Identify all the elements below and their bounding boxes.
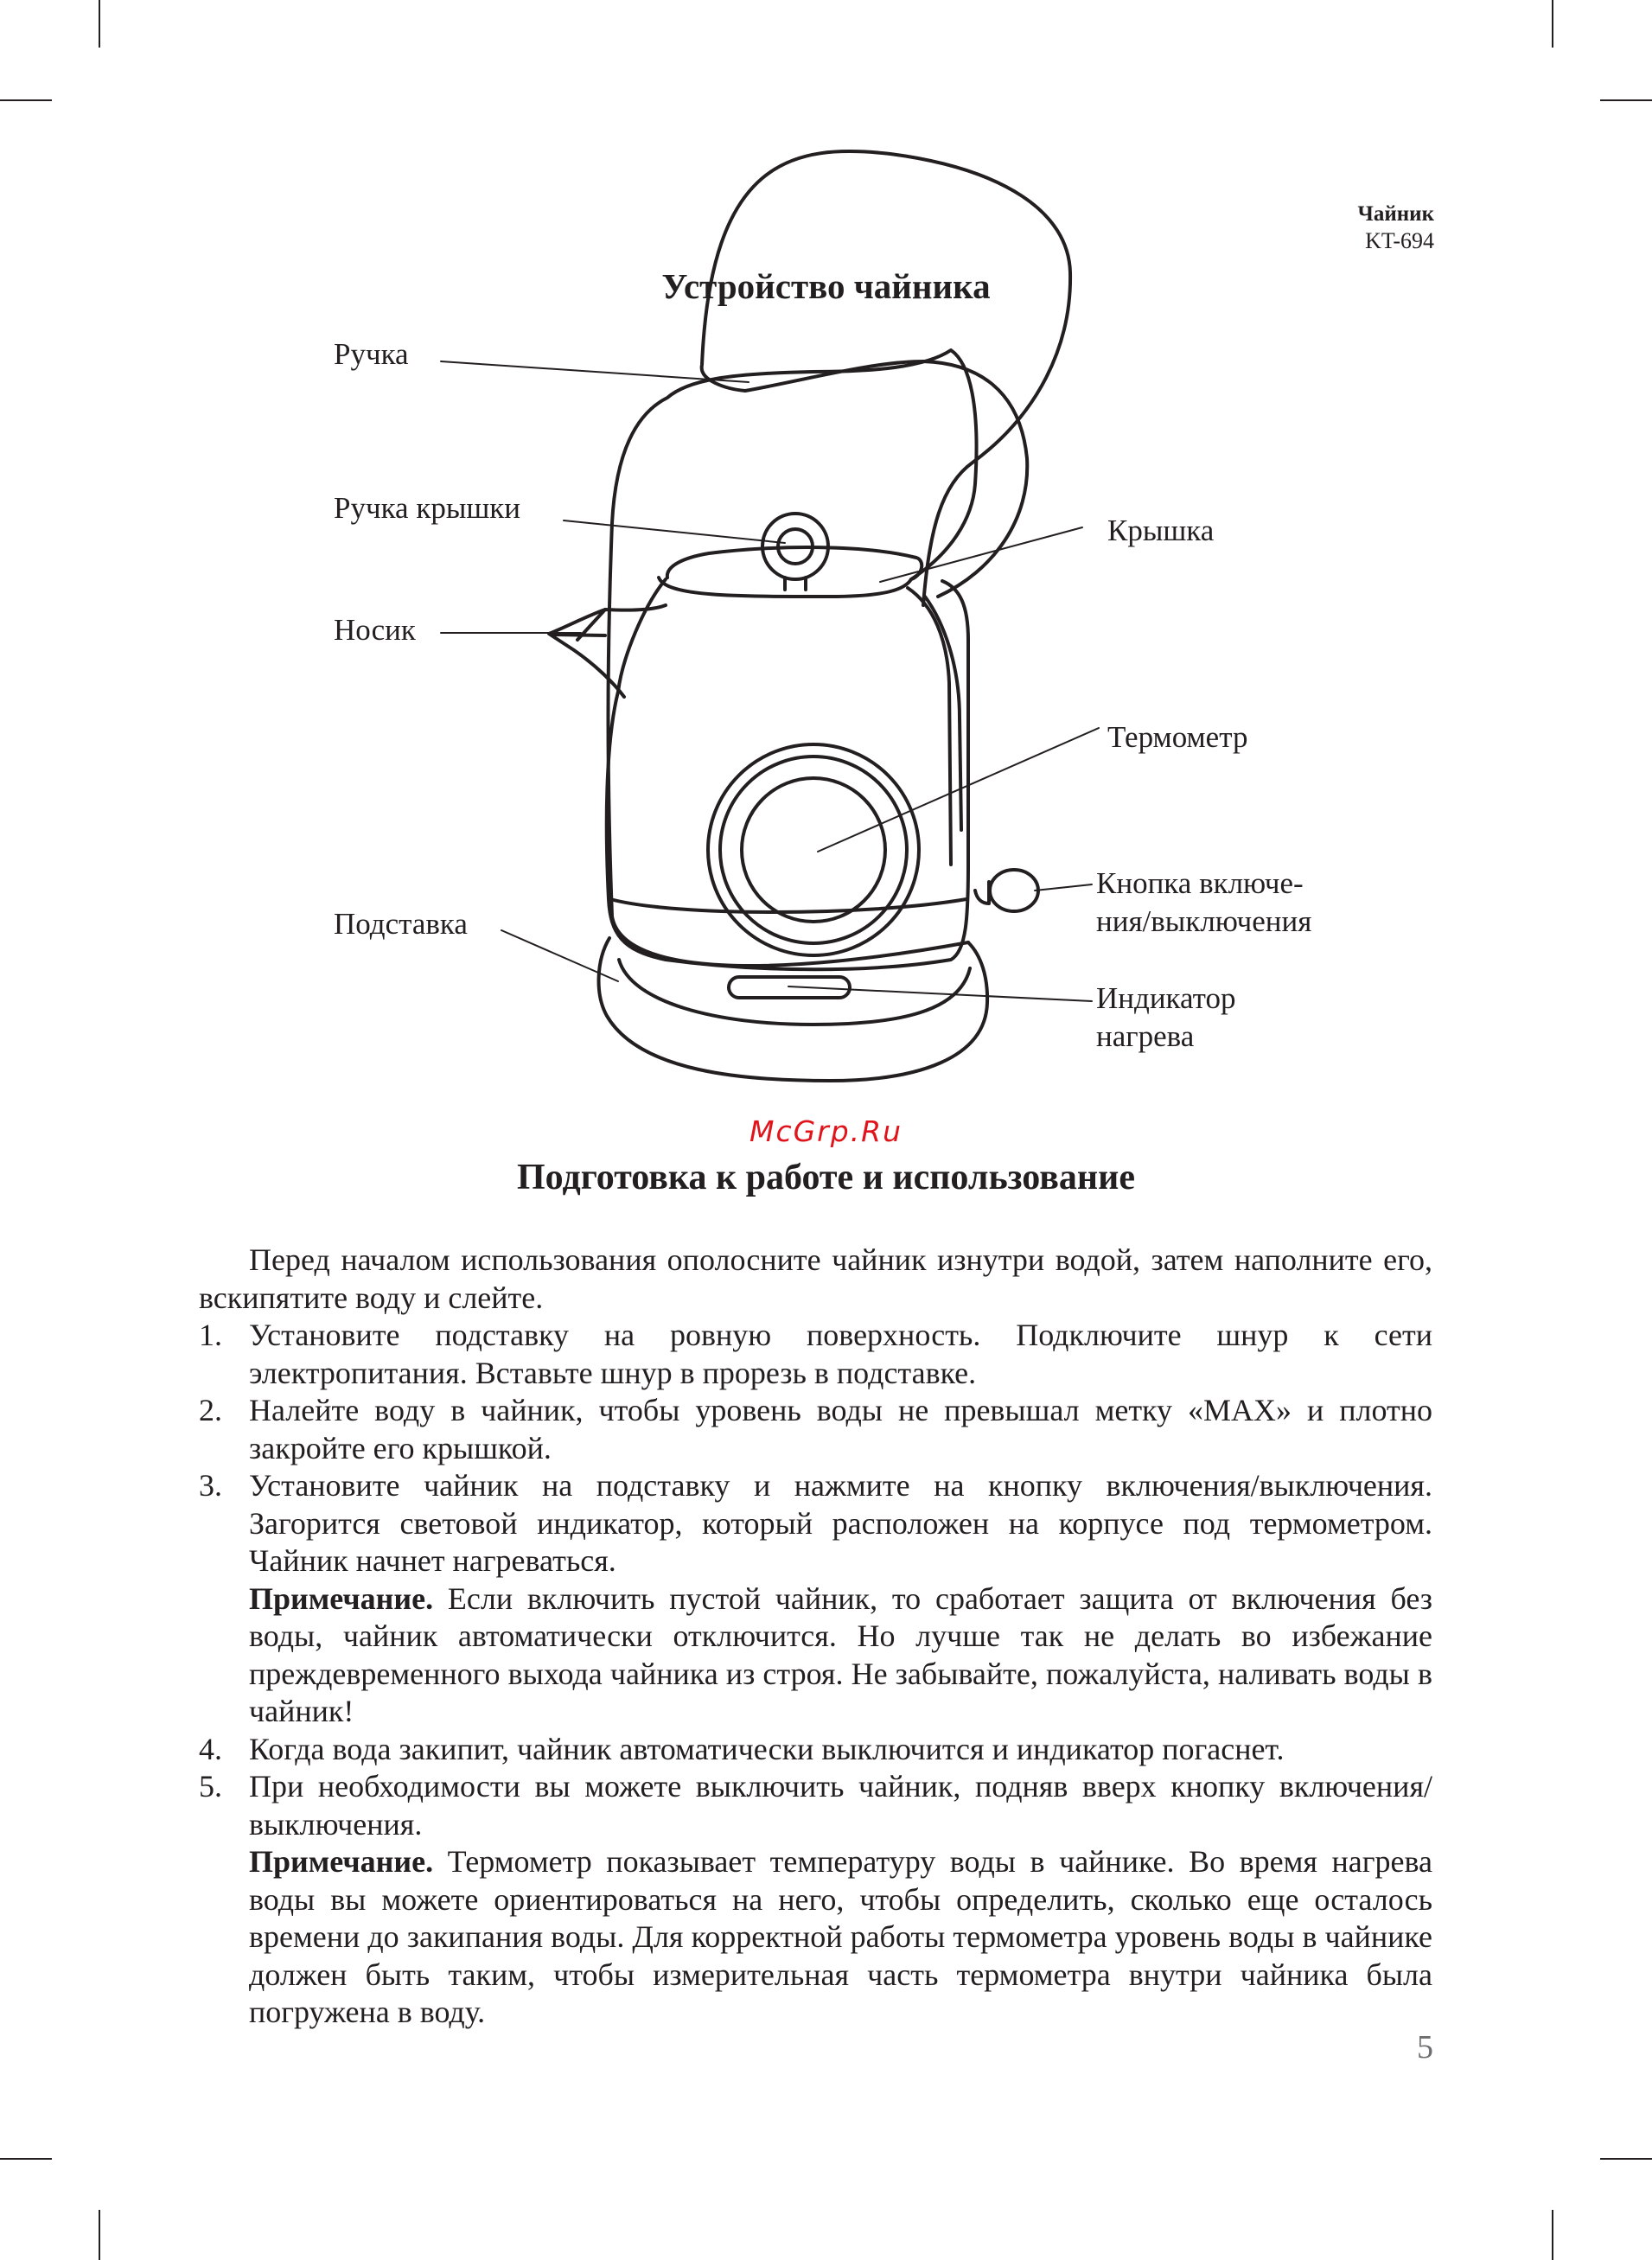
label-thermometer: Термометр [1107, 720, 1248, 754]
product-name: Чайник [1357, 202, 1434, 226]
thermometer-mid [720, 757, 907, 943]
note-label: Примечание. [249, 1580, 434, 1616]
power-button-mount [975, 882, 989, 903]
model-number: KT-694 [1365, 228, 1434, 254]
diagram-title: Устройство чайника [661, 266, 991, 306]
label-lid-handle: Ручка крышки [334, 491, 521, 525]
steps-list [199, 1317, 1432, 2032]
crop-mark [1552, 2210, 1553, 2260]
step-text: При необходимости вы можете выключить чайник, подняв вверх кнопку включения/выключения. [249, 1769, 1432, 1842]
note-label: Примечание. [249, 1844, 434, 1879]
step-number: 5. [199, 1769, 222, 1804]
crop-mark [99, 2210, 100, 2260]
section-title: Подготовка к работе и использование [517, 1158, 1135, 1197]
step-item [199, 1731, 1432, 1769]
label-spout: Носик [334, 613, 416, 647]
leader-line-power-button [1035, 884, 1092, 891]
label-power-button-line2: ния/выключения [1096, 904, 1312, 938]
step-item [199, 1392, 1432, 1467]
page-number: 5 [1417, 2029, 1433, 2065]
label-indicator-line2: нагрева [1096, 1019, 1195, 1053]
step-note [249, 1580, 1432, 1731]
kettle-handle-shape [702, 151, 1070, 605]
crop-mark [1600, 2158, 1652, 2160]
step-number: 4. [199, 1731, 222, 1766]
label-handle: Ручка [334, 337, 409, 371]
kettle-diagram [0, 0, 1652, 1124]
step-text: Когда вода закипит, чайник автоматически выключится и индикатор погаснет. [249, 1731, 1285, 1766]
instructions [199, 1242, 1432, 2032]
step-item [199, 1768, 1432, 2032]
step-item [199, 1317, 1432, 1392]
label-indicator-line1: Индикатор [1096, 981, 1236, 1015]
note-text: Термометр показывает температуру воды в чайнике. Во время нагрева воды вы можете ориентироваться на него, чтобы определить, сколько еще осталось времени до закипания воды. Для корректной работы термометра уровень воды в чайнике должен быть таким, чтобы измерительная часть термометра внутри чайника была погружена в воду. [249, 1844, 1432, 2029]
label-power-button [1096, 865, 1311, 941]
label-indicator [1096, 980, 1235, 1056]
step-number: 2. [199, 1393, 222, 1427]
step-note [249, 1843, 1432, 2032]
thermometer-inner [742, 778, 885, 922]
leader-line-lid-handle [564, 520, 785, 543]
step-text: Установите подставку на ровную поверхность. Подключите шнур к сети электропитания. Вставьте шнур в прорезь в подставке. [249, 1318, 1432, 1390]
step-text: Установите чайник на подставку и нажмите на кнопку включения/выключения. Загорится световой индикатор, который расположен на корпусе под термометром. Чайник начнет нагреваться. [249, 1468, 1432, 1578]
step-item [199, 1467, 1432, 1731]
leader-line-thermometer [818, 728, 1099, 852]
watermark: McGrp.Ru [749, 1114, 903, 1148]
step-text: Налейте воду в чайник, чтобы уровень воды не превышал метку «MAX» и плотно закройте его крышкой. [249, 1393, 1432, 1465]
kettle-body-shape [609, 350, 977, 966]
label-power-button-line1: Кнопка включе- [1096, 866, 1304, 900]
step-number: 3. [199, 1468, 222, 1503]
crop-mark [0, 2158, 52, 2160]
thermometer-outer [708, 744, 919, 955]
step-number: 1. [199, 1318, 222, 1352]
power-button [990, 870, 1038, 911]
label-base: Подставка [334, 907, 468, 941]
base-band [610, 899, 966, 912]
note-text: Если включить пустой чайник, то сработает защита от включения без воды, чайник автоматически отключится. Но лучше так не делать во избежание преждевременного выхода чайника из строя. Не забывайте, пожалуйста, наливать воды в чайник! [249, 1580, 1432, 1728]
intro-paragraph: Перед началом использования ополосните чайник изнутри водой, затем наполните его, вскипятите воду и слейте. [199, 1242, 1432, 1315]
label-lid: Крышка [1107, 514, 1215, 547]
